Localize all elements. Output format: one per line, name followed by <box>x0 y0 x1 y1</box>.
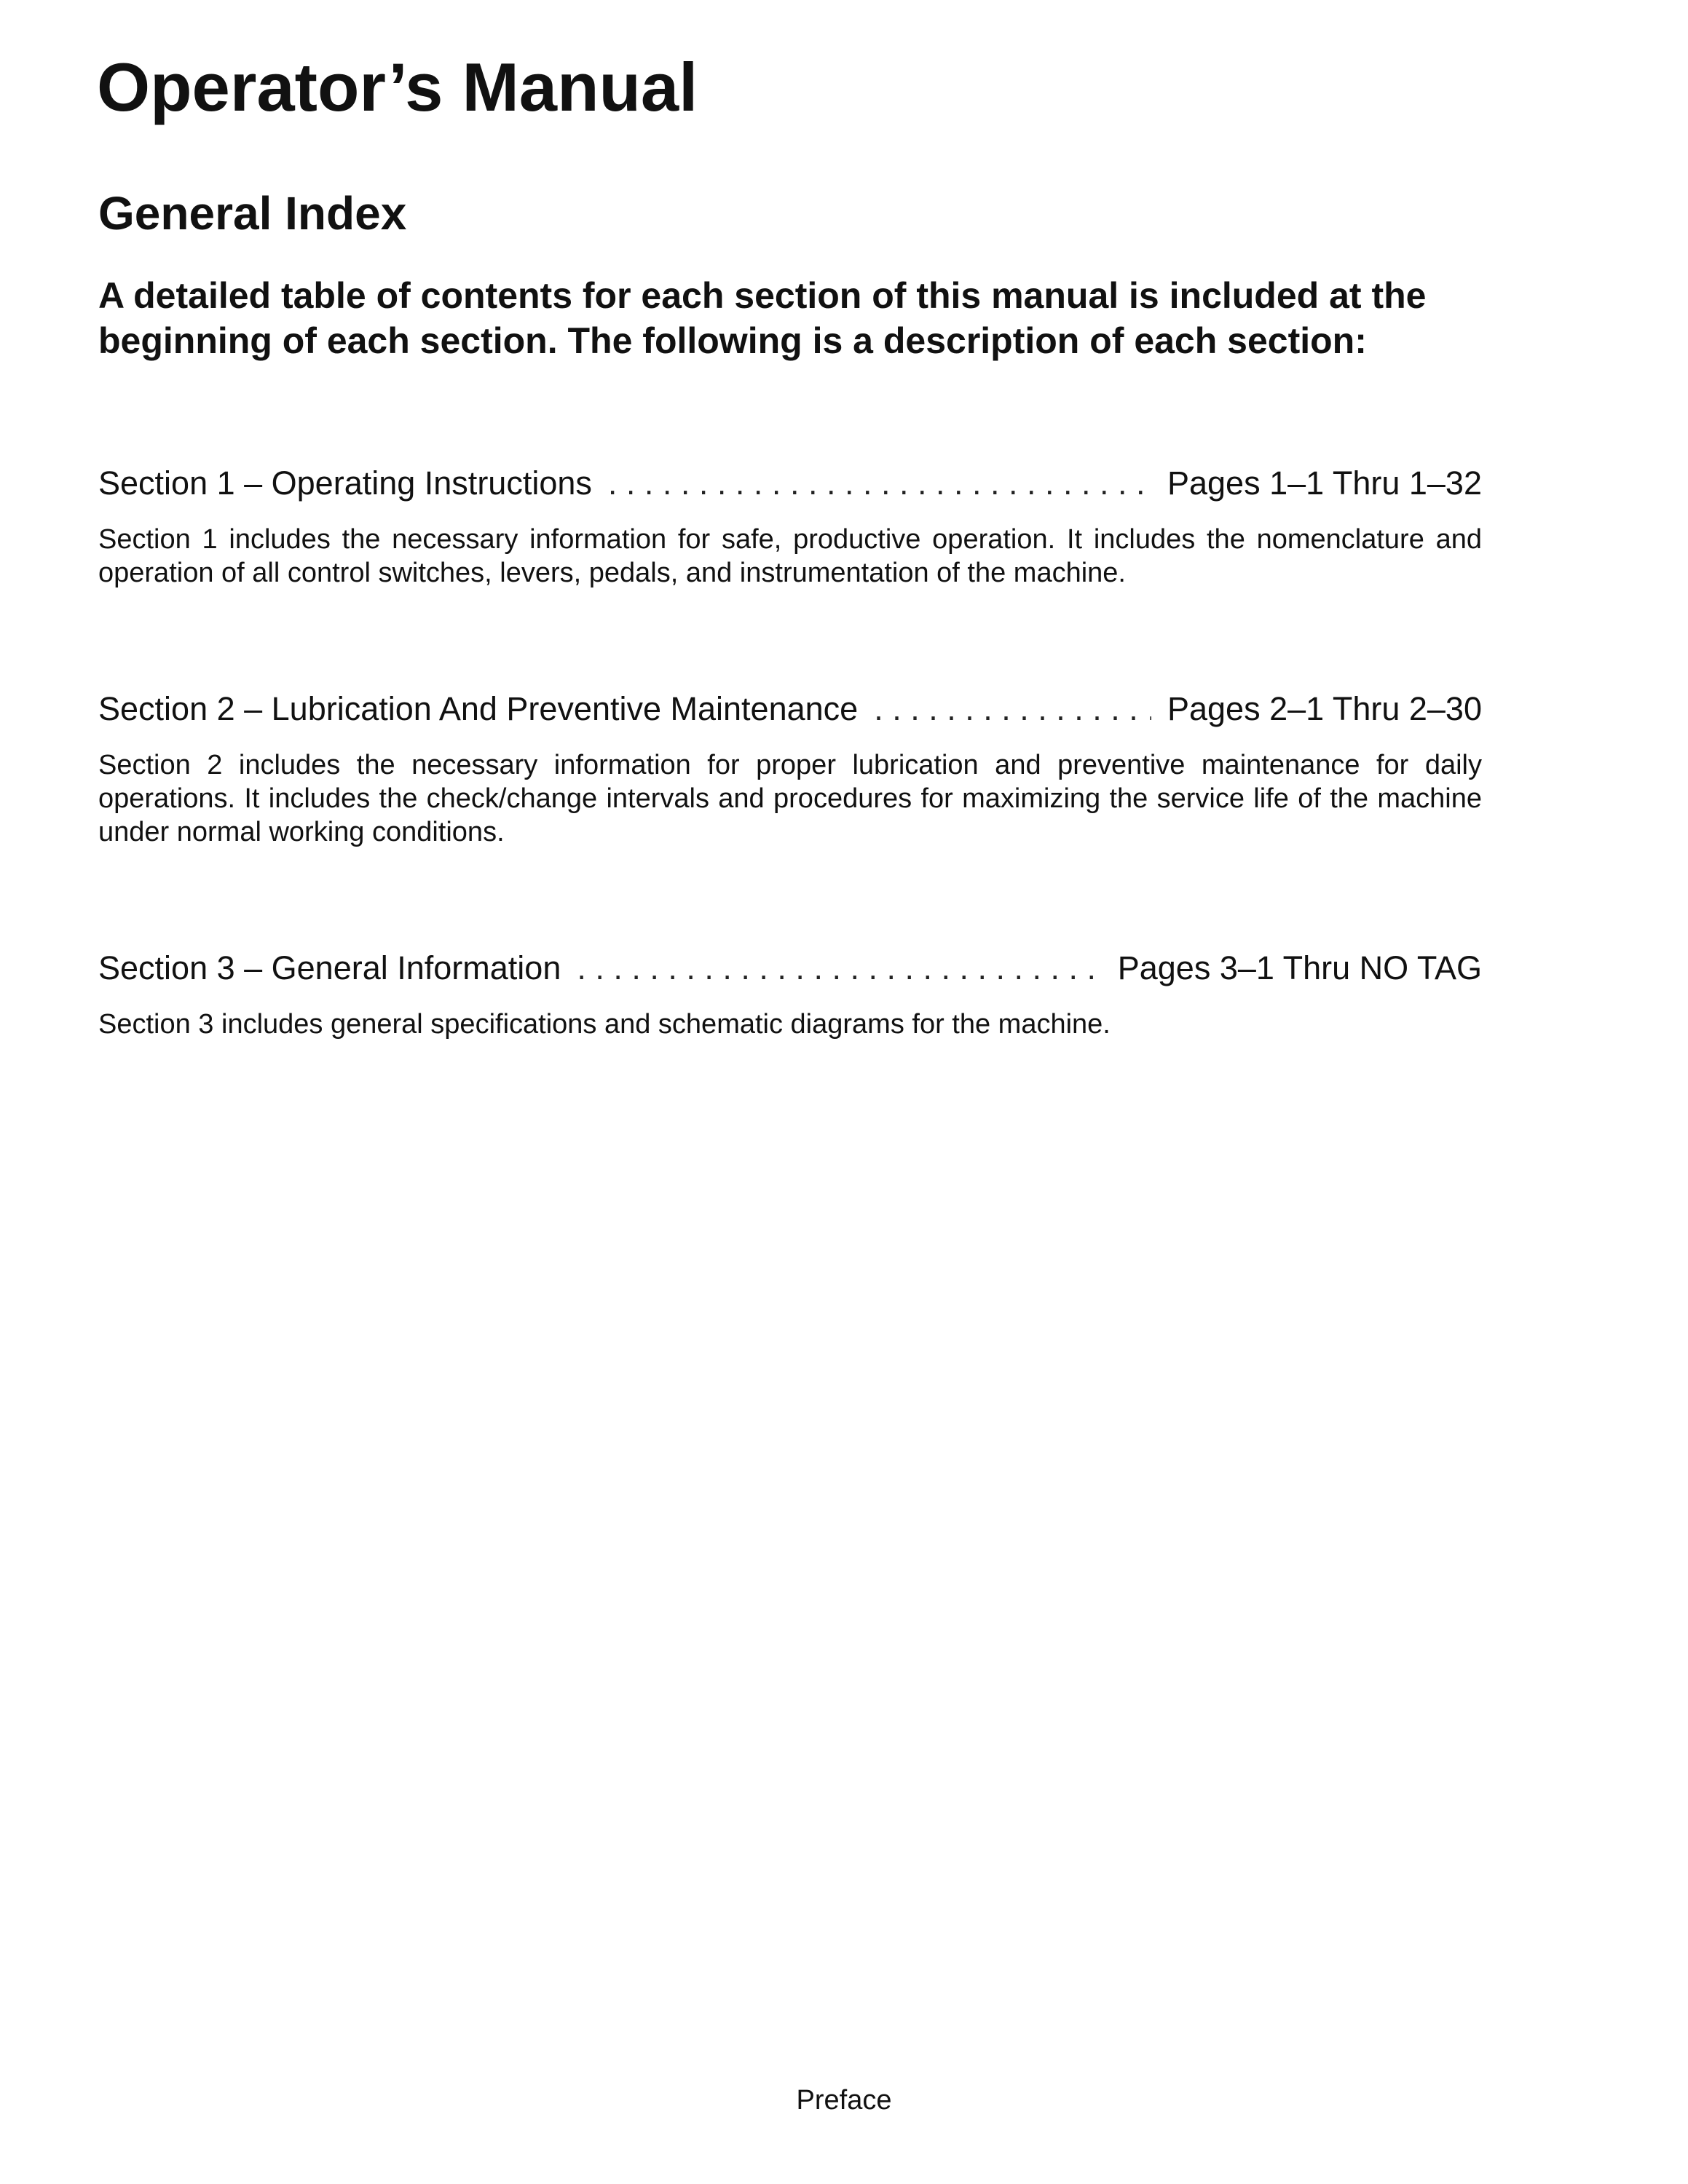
toc-leader-dots <box>577 948 1101 989</box>
section-description: Section 3 includes general specifications and schematic diagrams for the machine. <box>98 1009 1111 1040</box>
section-1 <box>98 463 1482 590</box>
toc-entry-pages: Pages 1–1 Thru 1–32 <box>1167 464 1482 502</box>
toc-entry-title: Section 2 – Lubrication And Preventive Maintenance <box>98 690 859 727</box>
page-footer: Preface <box>796 2085 892 2116</box>
section-2 <box>98 689 1482 849</box>
toc-entry-pages: Pages 3–1 Thru NO TAG <box>1117 949 1482 986</box>
intro-paragraph: A detailed table of contents for each section of this manual is included at the beginning of each section. The following is a description of each section: <box>98 275 1427 361</box>
page-title: Operator’s Manual <box>97 49 698 125</box>
page-subtitle: General Index <box>98 187 407 240</box>
section-description: Section 1 includes the necessary information for safe, productive operation. It includes the nomenclature and operation of all control switches, levers, pedals, and instrumentation of the machine. <box>98 524 1482 588</box>
toc-leader-dots <box>608 463 1151 504</box>
toc-leader-dots <box>874 689 1151 729</box>
toc-entry-title: Section 1 – Operating Instructions <box>98 464 592 502</box>
toc-entry[interactable] <box>98 948 1482 989</box>
section-3 <box>98 948 1482 1041</box>
toc-entry-title: Section 3 – General Information <box>98 949 561 986</box>
toc-entry[interactable] <box>98 689 1482 729</box>
section-description: Section 2 includes the necessary information for proper lubrication and preventive maintenance for daily operations. It includes the check/change intervals and procedures for maximizing the service life of the machine under normal working conditions. <box>98 750 1482 847</box>
toc-entry-pages: Pages 2–1 Thru 2–30 <box>1167 690 1482 727</box>
toc-entry[interactable] <box>98 463 1482 504</box>
